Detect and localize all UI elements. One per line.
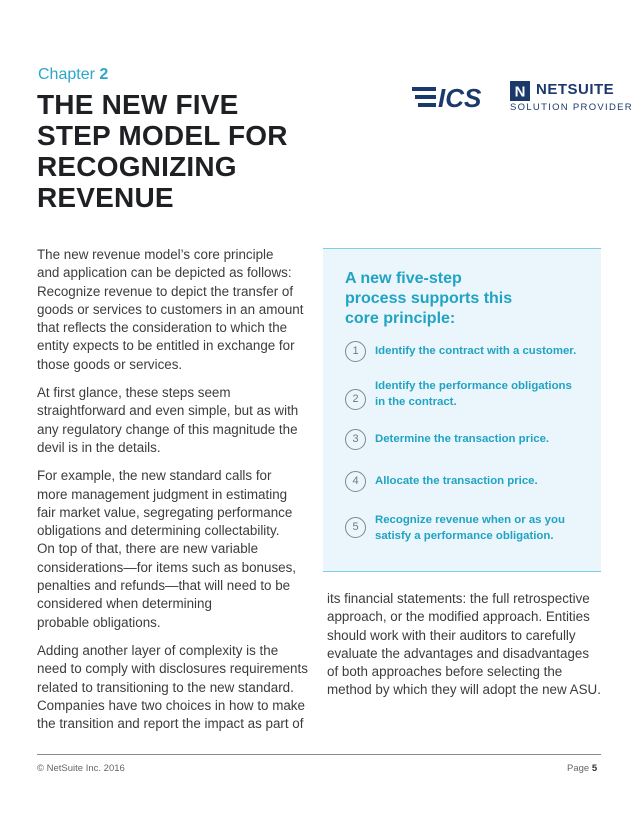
text-line: goods or services to customers in an amount [37, 301, 304, 317]
text-line: Adding another layer of complexity is the [37, 642, 279, 658]
step-number-circle: 4 [345, 471, 366, 492]
text-line: more management judgment in estimating [37, 486, 288, 502]
right-column [327, 590, 607, 710]
step-text-line: in the contract. [375, 395, 457, 408]
paragraph [37, 467, 305, 632]
text-line: considerations—for items such as bonuses, [37, 559, 297, 575]
text-line: penalties and refunds—that will need to be [37, 578, 291, 594]
ics-logo [412, 84, 504, 115]
title-line: STEP MODEL FOR [37, 120, 288, 151]
step-text [375, 432, 549, 448]
text-line: entity expects to be entitled in exchange for [37, 338, 295, 354]
text-line: and application can be depicted as follows: [37, 265, 292, 281]
page-number: 5 [591, 763, 598, 774]
step-text-line: Recognize revenue when or as you [375, 514, 565, 526]
step-number-circle: 3 [345, 429, 366, 450]
text-line: that reflects the consideration to which the [37, 320, 288, 336]
text-line: Companies have two choices in how to make [37, 697, 305, 713]
text-line: For example, the new standard calls for [37, 468, 272, 484]
text-line: straightforward and even simple, but as with [37, 403, 299, 419]
netsuite-mark-letter: N [514, 83, 526, 101]
text-line: of both approaches before selecting the [327, 664, 563, 680]
text-line: obligations and determining collectability. [37, 523, 280, 539]
text-line: approach, or the modified approach. Entities [327, 609, 590, 625]
step-text-line: Determine the transaction price. [375, 433, 550, 445]
text-line: related to transitioning to the new standard. [37, 679, 294, 695]
netsuite-mark-icon [510, 81, 532, 101]
step-text [375, 513, 565, 544]
step-text-line: Identify the performance obligations [375, 380, 572, 392]
step-number-circle: 2 [345, 389, 366, 410]
step-text [375, 474, 538, 490]
paragraph [37, 384, 305, 457]
title-line: RECOGNIZING [37, 151, 237, 182]
callout-box [323, 248, 601, 572]
callout-title-line: A new five-step [345, 270, 462, 287]
step-text-line: Allocate the transaction price. [375, 475, 538, 487]
left-column [37, 246, 308, 743]
page-word: Page [567, 763, 590, 774]
text-line: On top of that, there are new variable [37, 541, 259, 557]
chapter-number: 2 [99, 66, 109, 83]
text-line: considered when determining [37, 596, 212, 612]
text-line: Recognize revenue to depict the transfer of [37, 283, 294, 299]
chapter-label [38, 66, 108, 84]
footer-copyright: © NetSuite Inc. 2016 [37, 763, 125, 774]
footer-divider [37, 754, 601, 755]
netsuite-name: NETSUITE [536, 81, 615, 98]
text-line: devil is in the details. [37, 439, 161, 455]
ics-logo-text: ICS [438, 84, 482, 110]
netsuite-subtitle: SOLUTION PROVIDER [510, 102, 633, 113]
step-number-circle: 5 [345, 517, 366, 538]
page-title [37, 89, 337, 213]
text-line: need to comply with disclosures requirements [37, 661, 308, 677]
text-line: evaluate the advantages and disadvantages [327, 645, 590, 661]
text-line: the transition and report the impact as part of [37, 716, 304, 732]
title-line: THE NEW FIVE [37, 89, 239, 120]
text-line: its financial statements: the full retrospective [327, 591, 590, 606]
step-number-circle: 1 [345, 341, 366, 362]
text-line: probable obligations. [37, 614, 161, 630]
title-line: REVENUE [37, 182, 174, 213]
step-text [375, 344, 576, 360]
text-line: any regulatory change of this magnitude the [37, 421, 298, 437]
text-line: At first glance, these steps seem [37, 385, 231, 401]
text-line: fair market value, segregating performance [37, 504, 293, 520]
step-text-line: satisfy a performance obligation. [375, 529, 554, 542]
footer-page [567, 763, 597, 774]
paragraph [37, 246, 305, 374]
text-line: method by which they will adopt the new ASU. [327, 682, 601, 698]
chapter-word: Chapter [38, 66, 95, 83]
callout-title-line: core principle: [345, 310, 456, 327]
text-line: those goods or services. [37, 356, 183, 372]
step-text-line: Identify the contract with a customer. [375, 345, 577, 357]
callout-title [345, 269, 512, 329]
step-text [375, 379, 572, 410]
paragraph [37, 642, 308, 733]
text-line: The new revenue model’s core principle [37, 247, 274, 262]
callout-title-line: process supports this [345, 290, 513, 307]
paragraph [327, 590, 607, 700]
text-line: should work with their auditors to carefully [327, 627, 576, 643]
